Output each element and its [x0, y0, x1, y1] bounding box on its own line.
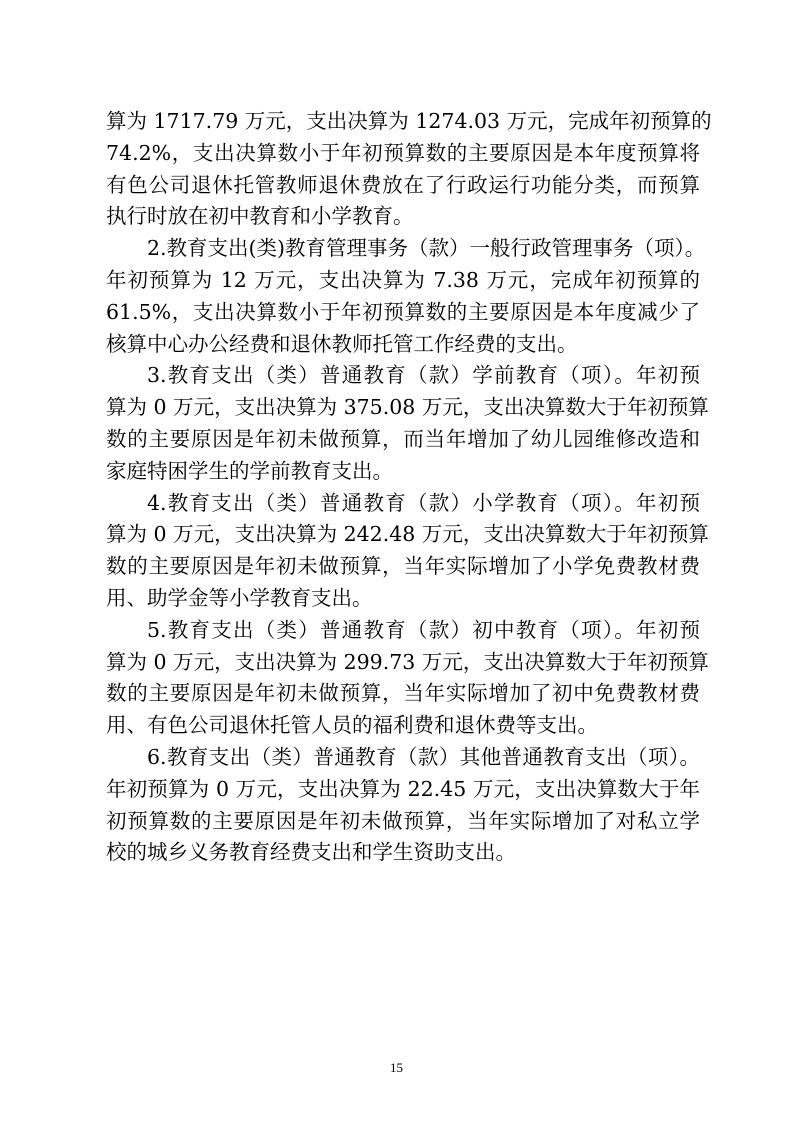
text-line: 校的城乡义务教育经费支出和学生资助支出。 — [106, 840, 516, 865]
text-line: 家庭特困学生的学前教育支出。 — [106, 458, 393, 483]
text-line: 数的主要原因是年初未做预算，当年实际增加了初中免费教材费 — [106, 681, 700, 706]
text-line: 用、有色公司退休托管人员的福利费和退休费等支出。 — [106, 713, 598, 738]
text-line: 3.教育支出（类）普通教育（款）学前教育（项）。年初预 — [147, 363, 700, 388]
text-line: 核算中心办公经费和退休教师托管工作经费的支出。 — [106, 331, 578, 356]
text-line: 数的主要原因是年初未做预算，当年实际增加了小学免费教材费 — [106, 554, 700, 579]
text-line: 算为 1717.79 万元，支出决算为 1274.03 万元，完成年初预算的 — [106, 109, 712, 133]
text-line: 61.5%，支出决算数小于年初预算数的主要原因是本年度减少了 — [106, 299, 700, 324]
text-line: 2.教育支出(类)教育管理事务（款）一般行政管理事务（项）。 — [147, 236, 706, 261]
text-line: 用、助学金等小学教育支出。 — [106, 585, 373, 610]
text-line: 5.教育支出（类）普通教育（款）初中教育（项）。年初预 — [147, 617, 700, 642]
text-line: 算为 0 万元，支出决算为 242.48 万元，支出决算数大于年初预算 — [106, 522, 709, 547]
text-line: 执行时放在初中教育和小学教育。 — [106, 204, 414, 229]
paragraph-2 — [106, 233, 706, 360]
text-line: 初预算数的主要原因是年初未做预算，当年实际增加了对私立学 — [106, 808, 700, 833]
text-line: 年初预算为 12 万元，支出决算为 7.38 万元，完成年初预算的 — [106, 267, 700, 292]
text-line: 算为 0 万元，支出决算为 375.08 万元，支出决算数大于年初预算 — [106, 395, 709, 420]
text-line: 74.2%，支出决算数小于年初预算数的主要原因是本年度预算将 — [106, 140, 700, 165]
document-body — [106, 106, 712, 869]
paragraph-1 — [106, 106, 712, 233]
paragraph-4 — [106, 488, 709, 615]
text-line: 4.教育支出（类）普通教育（款）小学教育（项）。年初预 — [147, 490, 700, 515]
paragraph-5 — [106, 615, 709, 742]
text-line: 6.教育支出（类）普通教育（款）其他普通教育支出（项）。 — [147, 744, 700, 769]
text-line: 数的主要原因是年初未做预算，而当年增加了幼儿园维修改造和 — [106, 426, 700, 451]
paragraph-3 — [106, 360, 709, 487]
text-line: 年初预算为 0 万元，支出决算为 22.45 万元，支出决算数大于年 — [106, 776, 700, 801]
paragraph-6 — [106, 742, 700, 869]
text-line: 有色公司退休托管教师退休费放在了行政运行功能分类，而预算 — [106, 172, 700, 197]
page-number: 15 — [390, 1060, 403, 1075]
text-line: 算为 0 万元，支出决算为 299.73 万元，支出决算数大于年初预算 — [106, 649, 709, 674]
